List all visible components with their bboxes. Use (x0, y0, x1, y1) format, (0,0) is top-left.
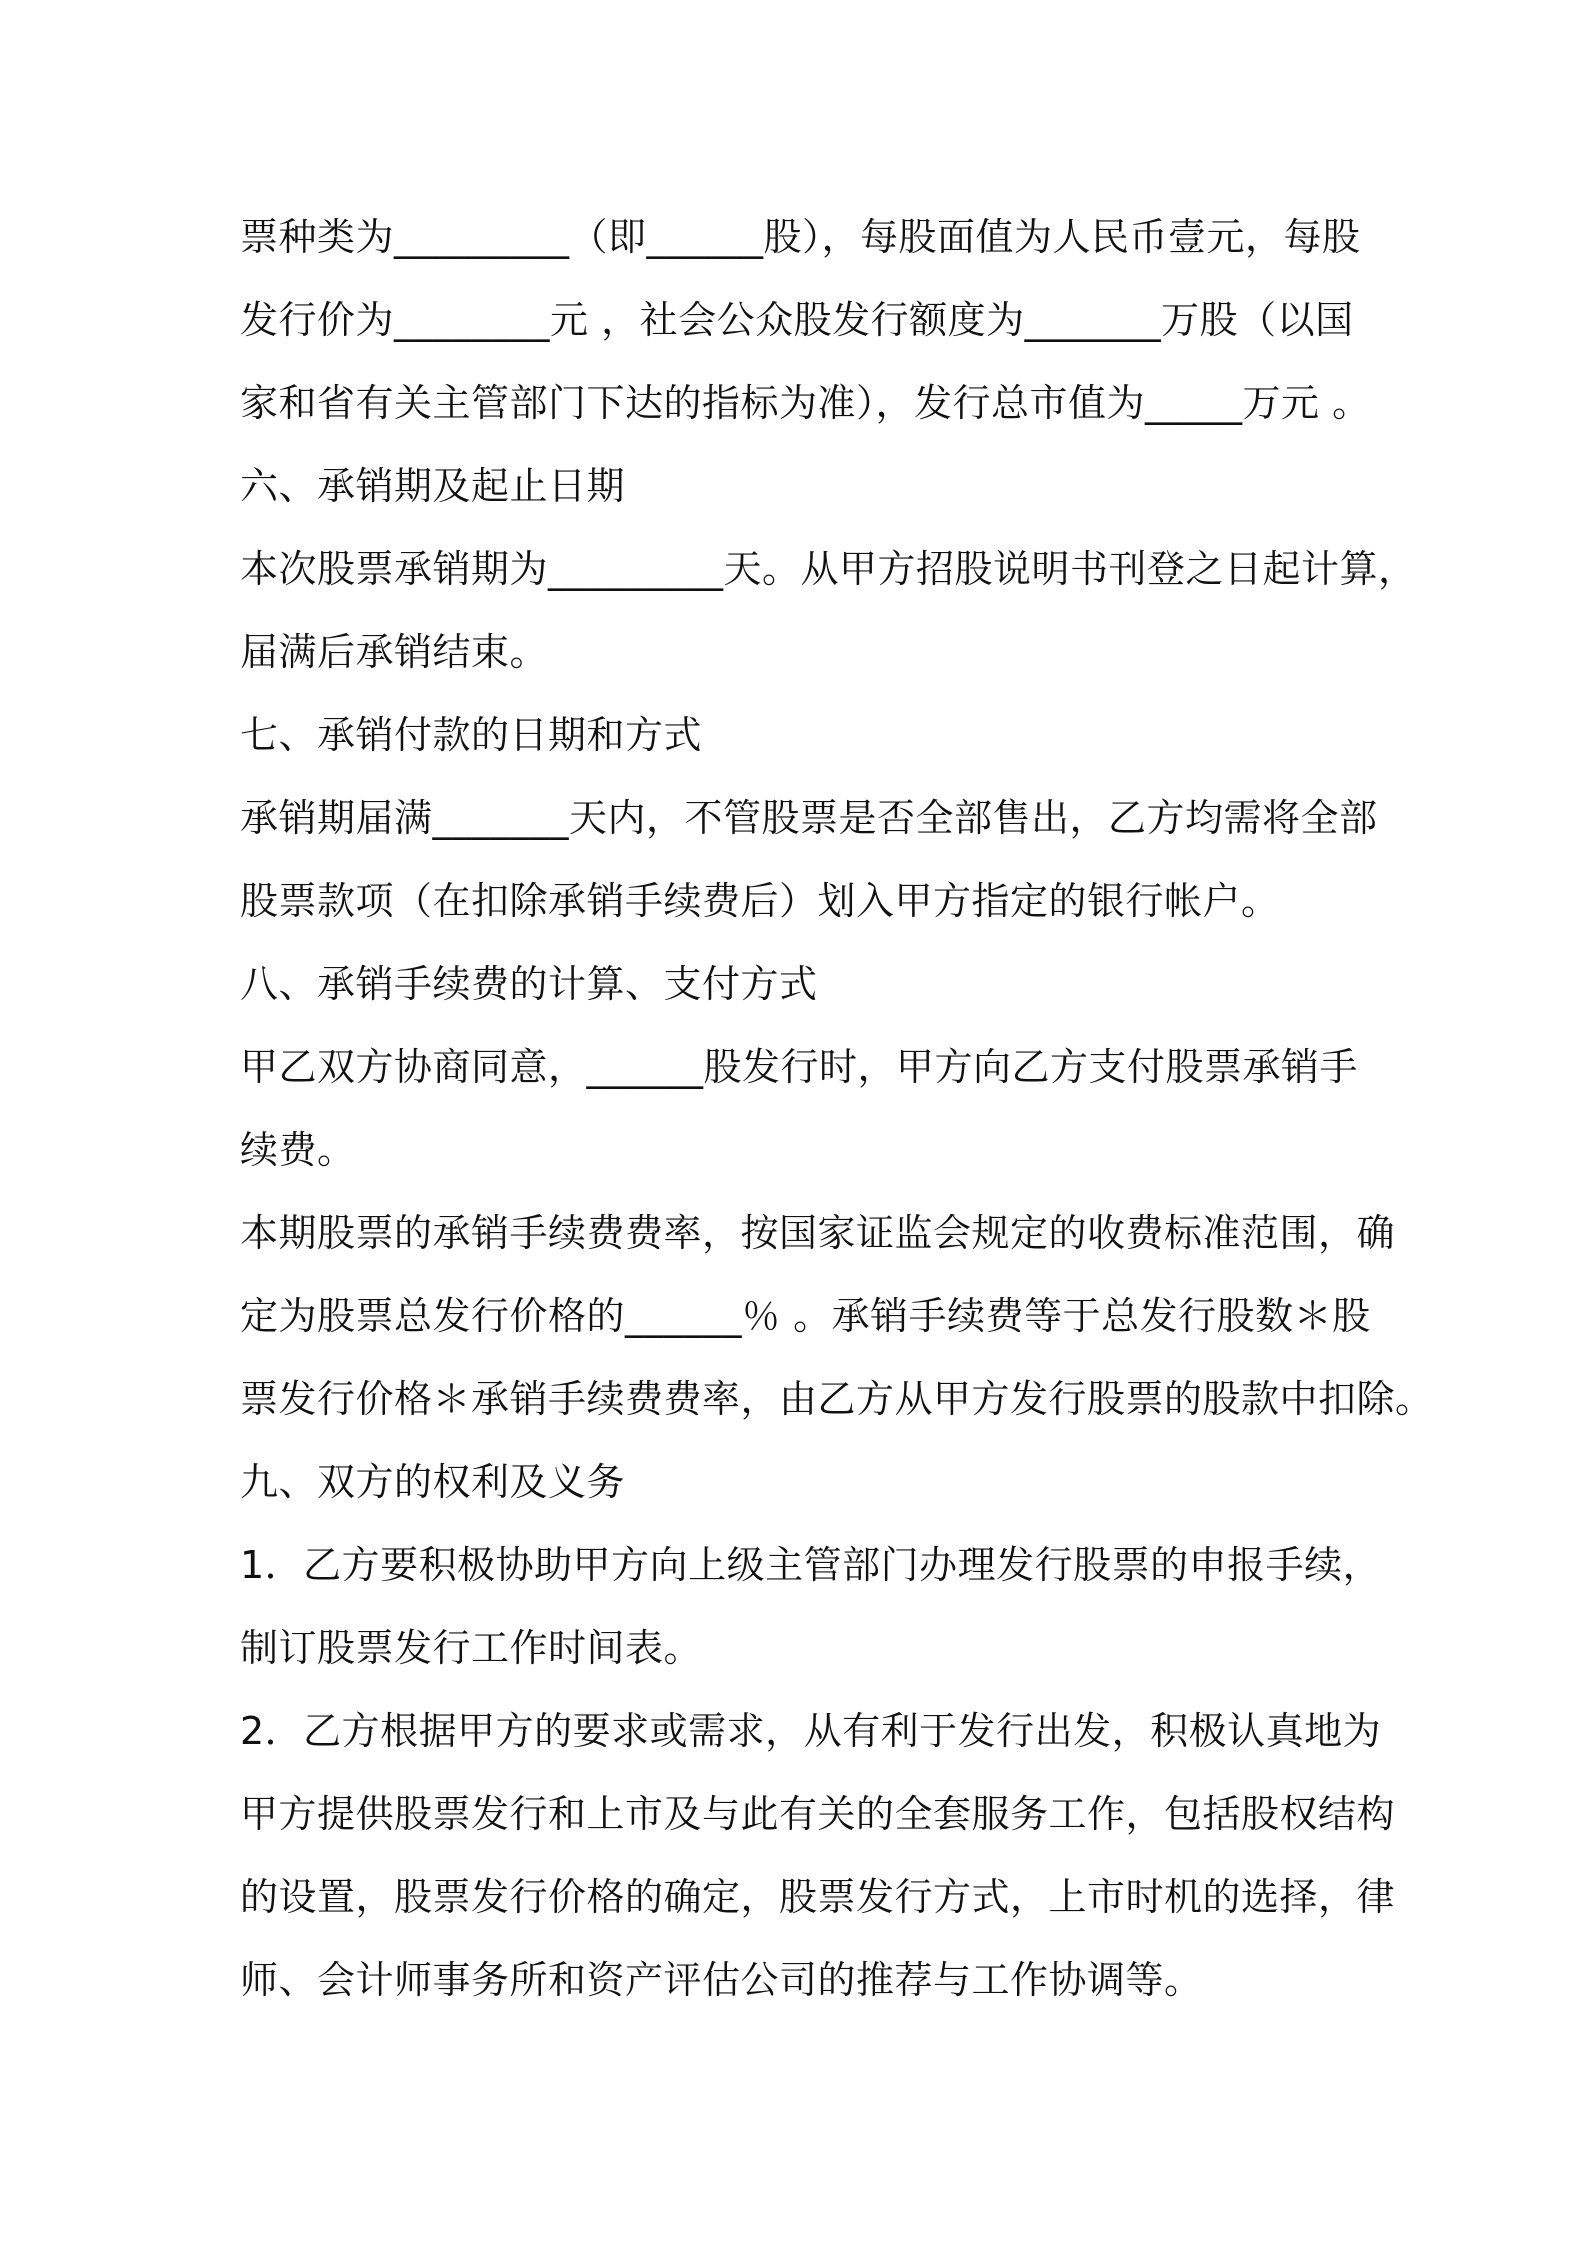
paragraph-line: 承销期届满_______天内，不管股票是否全部售出，乙方均需将全部 (240, 796, 1378, 840)
paragraph-line: 本次股票承销期为_________天。从甲方招股说明书刊登之日起计算， (240, 547, 1417, 591)
section-heading-8: 八、承销手续费的计算、支付方式 (240, 962, 818, 1006)
paragraph-line: 定为股票总发行价格的______％ 。承销手续费等于总发行股数＊股 (240, 1294, 1371, 1338)
paragraph-line: 本期股票的承销手续费费率，按国家证监会规定的收费标准范围，确 (240, 1211, 1396, 1255)
section-heading-9: 九、双方的权利及义务 (240, 1460, 626, 1504)
paragraph-line: 发行价为________元 ，社会公众股发行额度为_______万股（以国 (240, 298, 1354, 342)
paragraph-line: 家和省有关主管部门下达的指标为准），发行总市值为_____万元 。 (240, 381, 1371, 425)
list-item-line: 甲方提供股票发行和上市及与此有关的全套服务工作，包括股权结构 (240, 1792, 1396, 1836)
document-body (240, 196, 1434, 2022)
list-item-line: 制订股票发行工作时间表。 (240, 1626, 703, 1670)
list-item-line: 2．乙方根据甲方的要求或需求，从有利于发行出发，积极认真地为 (240, 1709, 1382, 1753)
paragraph-line: 股票款项（在扣除承销手续费后）划入甲方指定的银行帐户。 (240, 879, 1280, 923)
paragraph-line: 票种类为_________（即______股），每股面值为人民币壹元，每股 (240, 215, 1361, 259)
list-item-line: 的设置，股票发行价格的确定，股票发行方式，上市时机的选择，律 (240, 1875, 1396, 1919)
list-item-line: 1．乙方要积极协助甲方向上级主管部门办理发行股票的申报手续， (240, 1543, 1382, 1587)
section-heading-6: 六、承销期及起止日期 (240, 464, 626, 508)
paragraph-line: 届满后承销结束。 (240, 630, 549, 674)
paragraph-line: 续费。 (240, 1128, 356, 1172)
paragraph-line: 票发行价格＊承销手续费费率，由乙方从甲方发行股票的股款中扣除。 (240, 1377, 1434, 1421)
paragraph-line: 甲乙双方协商同意，______股发行时，甲方向乙方支付股票承销手 (240, 1045, 1359, 1089)
section-heading-7: 七、承销付款的日期和方式 (240, 713, 703, 757)
list-item-line: 师、会计师事务所和资产评估公司的推荐与工作协调等。 (240, 1958, 1203, 2002)
